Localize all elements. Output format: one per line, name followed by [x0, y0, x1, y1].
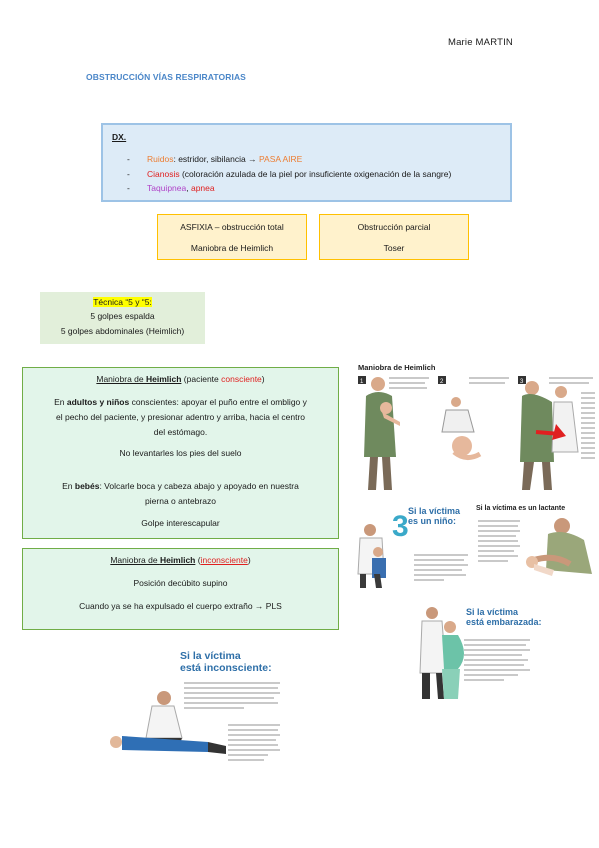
- title-part: Maniobra de: [110, 555, 160, 565]
- baby-line-2: pierna o antebrazo: [145, 496, 216, 506]
- pasa-aire-text: PASA AIRE: [258, 154, 303, 164]
- title-inconsciente: inconsciente: [200, 555, 248, 565]
- heimlich-illustration-title: Maniobra de Heimlich: [358, 363, 436, 372]
- title-consciente: consciente: [221, 374, 262, 384]
- asfixia-box: [157, 214, 307, 260]
- parcial-toser: Toser: [383, 243, 405, 253]
- dx-item-taquipnea: [127, 181, 451, 196]
- step-1-label: 1: [360, 379, 364, 385]
- taquipnea-term: Taquipnea: [147, 183, 187, 193]
- step-2-label: 2: [440, 379, 444, 385]
- adultos-ninos-term: adultos y niños: [66, 397, 130, 407]
- lactante-title: Si la víctima es un lactante: [476, 505, 566, 512]
- title-part: ): [261, 374, 265, 384]
- lactante-drawing: [474, 504, 598, 590]
- inconsciente-box: [22, 548, 339, 630]
- title-part: Maniobra de: [96, 374, 146, 384]
- text-part: conscientes: apoyar el puño entre el ombligo y: [129, 397, 307, 407]
- heimlich-illustration: [356, 362, 596, 492]
- parcial-title: Obstrucción parcial: [357, 222, 431, 232]
- pls-line: Cuando ya se ha expulsado el cuerpo extraño → PLS: [79, 601, 282, 611]
- tecnica-line-abdominales: 5 golpes abdominales (Heimlich): [60, 326, 185, 336]
- tecnica-box: [40, 292, 205, 344]
- nino-title-2: es un niño:: [408, 516, 456, 526]
- cianosis-term: Cianosis: [147, 168, 180, 179]
- dx-label: DX.: [112, 132, 127, 142]
- parcial-box: [319, 214, 469, 260]
- adult-line-1: [29, 395, 332, 411]
- inconsciente-title: [29, 553, 332, 569]
- embarazada-title-2: está embarazada:: [466, 617, 542, 627]
- lactante-illustration: [474, 504, 598, 590]
- adult-line-3: del estómago.: [153, 427, 208, 437]
- inconsciente-illustration: [108, 646, 288, 764]
- apnea-term: apnea: [190, 183, 215, 193]
- text-part: : Volcarle boca y cabeza abajo y apoyado en nuestra: [99, 481, 299, 491]
- text-part: En: [62, 481, 75, 491]
- ruidos-text: : estridor, sibilancia →: [173, 154, 259, 164]
- cianosis-text: (coloración azulada de la piel por insuficiente oxigenación de la sangre): [179, 168, 452, 179]
- title-part: ): [247, 555, 251, 565]
- inconsciente-illus-title-2: está inconsciente:: [180, 662, 272, 674]
- dash: -: [127, 154, 130, 164]
- supino-line: Posición decúbito supino: [133, 578, 228, 588]
- dx-list: [127, 152, 451, 196]
- author-name: Marie MARTIN: [447, 37, 513, 48]
- dx-box: [101, 123, 512, 202]
- nino-title-1: Si la víctima: [408, 506, 461, 516]
- feet-line: No levantarles los pies del suelo: [119, 448, 242, 458]
- adult-line-2: el pecho del paciente, y presionar adentro y arriba, hacia el centro: [55, 412, 305, 422]
- asfixia-title: ASFIXIA – obstrucción total: [180, 222, 284, 232]
- nino-illustration: [352, 504, 474, 590]
- tecnica-line-espalda: 5 golpes espalda: [90, 311, 155, 321]
- asfixia-maniobra: Maniobra de Heimlich: [190, 243, 274, 253]
- inconsciente-drawing: [108, 646, 288, 764]
- title-part: (: [195, 555, 201, 565]
- page-title: OBSTRUCCIÓN VÍAS RESPIRATORIAS: [86, 72, 246, 82]
- inconsciente-illus-title-1: Si la víctima: [180, 650, 241, 662]
- text-part: En: [54, 397, 67, 407]
- embarazada-illustration: [408, 603, 598, 701]
- dx-item-cianosis: [127, 167, 451, 182]
- baby-line-1: [29, 479, 332, 495]
- embarazada-title-1: Si la víctima: [466, 607, 519, 617]
- heimlich-steps-drawing: [356, 362, 596, 492]
- step-3-label: 3: [520, 379, 524, 385]
- tecnica-title: Técnica “5 y “5:: [93, 297, 152, 307]
- separator: ,: [186, 183, 191, 193]
- consciente-box: [22, 367, 339, 539]
- title-part: (paciente: [181, 374, 222, 384]
- golpe-line: Golpe interescapular: [141, 518, 220, 528]
- ruidos-term: Ruidos: [147, 154, 174, 164]
- title-heimlich: Heimlich: [159, 555, 196, 565]
- dx-item-ruidos: [127, 152, 451, 167]
- nino-number: 3: [392, 510, 409, 543]
- dash: -: [127, 183, 130, 193]
- title-heimlich: Heimlich: [146, 374, 182, 384]
- consciente-title: [29, 372, 332, 388]
- bebes-term: bebés: [74, 481, 100, 491]
- dash: -: [127, 168, 130, 179]
